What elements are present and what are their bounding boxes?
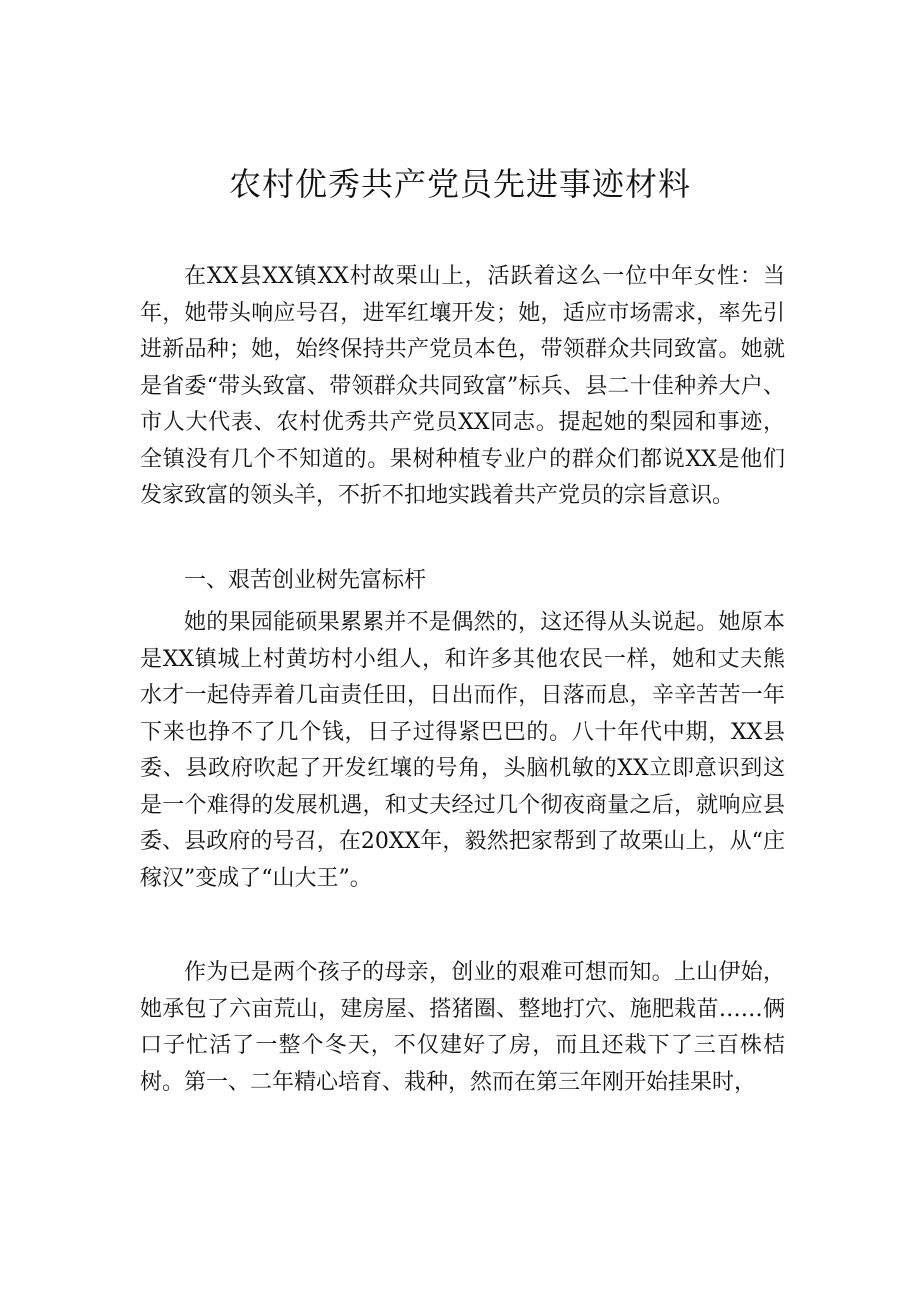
page-title: 农村优秀共产党员先进事迹材料 <box>228 165 691 203</box>
section-heading-1: 一、艰苦创业树先富标杆 <box>184 568 427 593</box>
paragraph-hardship: 作为已是两个孩子的母亲，创业的艰难可想而知。上山伊始，她承包了六亩荒山，建房屋、搭猪圈、整地打穴、施肥栽苗……俩口子忙活了一整个冬天，不仅建好了房，而且还栽下了三百株桔树。第一、二年精心培育、栽种，然而在第三年刚开始挂果时， <box>140 960 785 1095</box>
paragraph-origin: 她的果园能硕果累累并不是偶然的，这还得从头说起。她原本是XX镇城上村黄坊村小组人，和许多其他农民一样，她和丈夫熊水才一起侍弄着几亩责任田，日出而作，日落而息，辛辛苦苦一年下来也挣不了几个钱，日子过得紧巴巴的。八十年代中期，XX县委、县政府吹起了开发红壤的号角，头脑机敏的XX立即意识到这是一个难得的发展机遇，和丈夫经过几个彻夜商量之后，就响应县委、县政府的号召，在20XX年，毅然把家帮到了故栗山上，从“庄稼汉”变成了“山大王”。 <box>140 610 785 891</box>
paragraph-intro: 在XX县XX镇XX村故栗山上，活跃着这么一位中年女性：当年，她带头响应号召，进军红壤开发；她，适应市场需求，率先引进新品种；她，始终保持共产党员本色，带领群众共同致富。她就是省委“带头致富、带领群众共同致富”标兵、县二十佳种养大户、市人大代表、农村优秀共产党员XX同志。提起她的梨园和事迹，全镇没有几个不知道的。果树种植专业户的群众们都说XX是他们发家致富的领头羊，不折不扣地实践着共产党员的宗旨意识。 <box>140 264 785 508</box>
